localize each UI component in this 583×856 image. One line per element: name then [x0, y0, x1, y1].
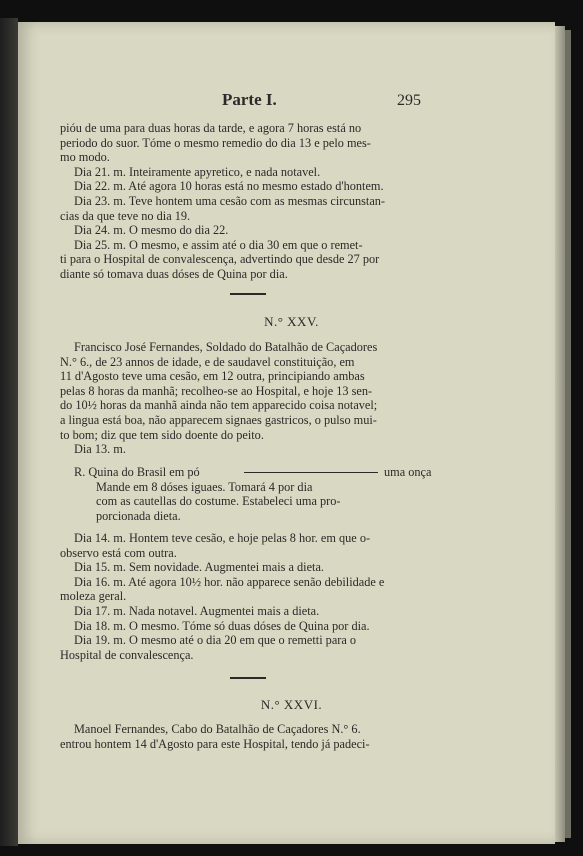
text-line: Dia 16. m. Até agora 10½ hor. não apparece senão debilidade e: [74, 574, 385, 589]
text-line: Dia 18. m. O mesmo. Tóme só duas dóses de Quina por dia.: [74, 618, 370, 633]
text-line: Hospital de convalescença.: [60, 647, 194, 662]
text-line: Dia 24. m. O mesmo do dia 22.: [74, 223, 229, 238]
section-rule: [230, 677, 266, 679]
text-line: moleza geral.: [60, 589, 127, 604]
text-line: porcionada dieta.: [96, 508, 181, 523]
prescription-dash: [244, 472, 378, 473]
binding-edge: [0, 18, 18, 846]
text-line: observo está com outra.: [60, 545, 177, 560]
text-line: N.° 6., de 23 annos de idade, e de saudavel constituição, em: [60, 354, 355, 369]
text-line: pióu de uma para duas horas da tarde, e agora 7 horas está no: [60, 121, 362, 135]
text-line: com as cautellas do costume. Estabeleci uma pro-: [96, 494, 341, 509]
text-line: Dia 23. m. Teve hontem uma cesão com as mesmas circunstan-: [74, 193, 386, 208]
text-line: Dia 22. m. Até agora 10 horas está no mesmo estado d'hontem.: [74, 179, 384, 194]
running-title: Parte I.: [222, 90, 277, 109]
text-line: Dia 19. m. O mesmo até o dia 20 em que o remetti para o: [74, 633, 357, 648]
text-line: Mande em 8 dóses iguaes. Tomará 4 por dia: [96, 479, 313, 494]
text-line: 11 d'Agosto teve uma cesão, em 12 outra, principiando ambas: [60, 369, 365, 384]
prescription-head: R. Quina do Brasil em pó: [74, 465, 200, 479]
case-25-intro: [60, 340, 440, 457]
case-heading: N.° XXV.: [264, 314, 319, 329]
text-line: to bom; diz que tem sido doente do peito.: [60, 427, 264, 442]
continuation-block: [60, 121, 440, 282]
text-line: pelas 8 horas da manhã; recolheo-se ao Hospital, e hoje 13 sen-: [60, 383, 373, 398]
prescription-dose: [384, 465, 444, 480]
text-line: Dia 15. m. Sem novidade. Augmentei mais a dieta.: [74, 560, 324, 575]
page-edge-shadow: [565, 30, 571, 838]
text-line: diante só tomava duas dóses de Quina por dia.: [60, 266, 288, 281]
case-heading: N.° XXVI.: [260, 697, 323, 712]
text-line: periodo do suor. Tóme o mesmo remedio do dia 13 e pelo mes-: [60, 135, 371, 150]
text-line: Dia 13. m.: [74, 442, 126, 457]
text-line: Dia 21. m. Inteiramente apyretico, e nada notavel.: [74, 164, 321, 179]
text-line: Francisco José Fernandes, Soldado do Batalhão de Caçadores: [74, 340, 378, 354]
section-rule: [230, 293, 266, 295]
text-line: Dia 25. m. O mesmo, e assim até o dia 30 em que o remet-: [74, 237, 363, 252]
text-line: ti para o Hospital de convalescença, advertindo que desde 27 por: [60, 252, 380, 267]
text-line: do 10½ horas da manhã ainda não tem apparecido coisa notavel;: [60, 398, 378, 413]
text-line: a lingua está boa, não apparecem signaes gastricos, o pulso mui-: [60, 412, 377, 427]
page-header: [0, 90, 583, 110]
text-line: Dia 17. m. Nada notavel. Augmentei mais a dieta.: [74, 603, 320, 618]
text-line: Manoel Fernandes, Cabo do Batalhão de Caçadores N.° 6.: [74, 722, 361, 736]
page-number: 295: [397, 92, 421, 109]
text-line: mo modo.: [60, 150, 110, 165]
page-edge: [555, 26, 565, 842]
case-25-daily-notes: [60, 531, 440, 662]
text-line: entrou hontem 14 d'Agosto para este Hospital, tendo já padeci-: [60, 736, 370, 751]
text-line: cias da que teve no dia 19.: [60, 208, 191, 223]
dose-text: uma onça: [384, 465, 432, 479]
case-26-intro: [60, 722, 440, 751]
text-line: Dia 14. m. Hontem teve cesão, e hoje pelas 8 hor. em que o-: [74, 531, 371, 545]
